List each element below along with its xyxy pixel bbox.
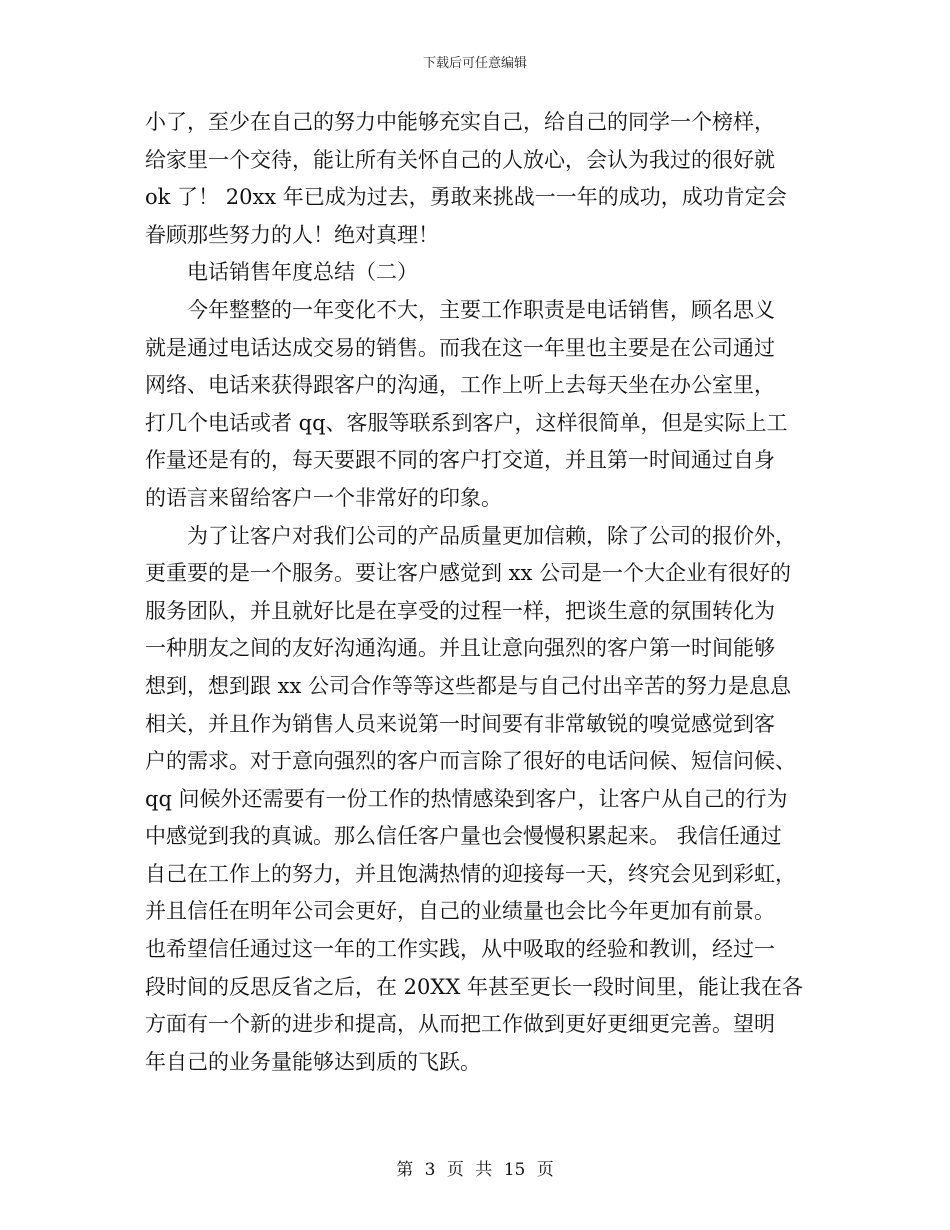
- text-line: 为了让客户对我们公司的产品质量更加信赖，除了公司的报价外，: [187, 523, 796, 548]
- text-line: 想到，想到跟 xx 公司合作等等这些都是与自己付出辛苦的努力是息息: [145, 673, 792, 698]
- text-line: 打几个电话或者 qq、客服等联系到客户，这样很简单，但是实际上工: [145, 410, 788, 435]
- text-line: 方面有一个新的进步和提高，从而把工作做到更好更细更完善。望明: [145, 1012, 775, 1037]
- text-line: 也希望信任通过这一年的工作实践，从中吸取的经验和教训，经过一: [145, 937, 775, 962]
- text-line: 给家里一个交待，能让所有关怀自己的人放心，会认为我过的很好就: [145, 147, 775, 172]
- text-line: 眷顾那些努力的人！绝对真理！: [145, 222, 439, 247]
- page-footer: 第 3 页 共 15 页: [396, 1160, 554, 1180]
- text-line: 一种朋友之间的友好沟通沟通。并且让意向强烈的客户第一时间能够: [145, 636, 775, 661]
- text-line: 作量还是有的，每天要跟不同的客户打交道，并且第一时间通过自身: [145, 448, 775, 473]
- text-line: 更重要的是一个服务。要让客户感觉到 xx 公司是一个大企业有很好的: [145, 561, 792, 586]
- text-line: ok 了！ 20xx 年已成为过去，勇敢来挑战一一年的成功，成功肯定会: [145, 185, 787, 210]
- text-line: 年自己的业务量能够达到质的飞跃。: [145, 1049, 481, 1074]
- text-line: qq 问候外还需要有一份工作的热情感染到客户，让客户从自己的行为: [145, 786, 788, 811]
- header-note: 下载后可任意编辑: [422, 56, 527, 71]
- text-line: 段时间的反思反省之后，在 20XX 年甚至更长一段时间里，能让我在各: [145, 974, 803, 999]
- text-line: 中感觉到我的真诚。那么信任客户量也会慢慢积累起来。 我信任通过: [145, 824, 782, 849]
- text-line: 自己在工作上的努力，并且饱满热情的迎接每一天，终究会见到彩虹，: [145, 861, 796, 886]
- text-line: 的语言来留给客户一个非常好的印象。: [145, 485, 502, 510]
- document-body: [145, 104, 810, 1081]
- text-line: 小了，至少在自己的努力中能够充实自己，给自己的同学一个榜样，: [145, 110, 775, 134]
- text-line: 相关，并且作为销售人员来说第一时间要有非常敏锐的嗅觉感觉到客: [145, 711, 775, 736]
- text-line: 今年整整的一年变化不大，主要工作职责是电话销售，顾名思义: [187, 297, 775, 322]
- text-line: 网络、电话来获得跟客户的沟通，工作上听上去每天坐在办公室里，: [145, 373, 775, 398]
- text-line: 并且信任在明年公司会更好，自己的业绩量也会比今年更加有前景。: [145, 899, 775, 924]
- text-line: 电话销售年度总结（二）: [187, 260, 418, 285]
- text-line: 户的需求。对于意向强烈的客户而言除了很好的电话问候、短信问候、: [145, 749, 796, 774]
- text-line: 服务团队，并且就好比是在享受的过程一样，把谈生意的氛围转化为: [145, 598, 775, 623]
- text-line: 就是通过电话达成交易的销售。而我在这一年里也主要是在公司通过: [145, 335, 775, 360]
